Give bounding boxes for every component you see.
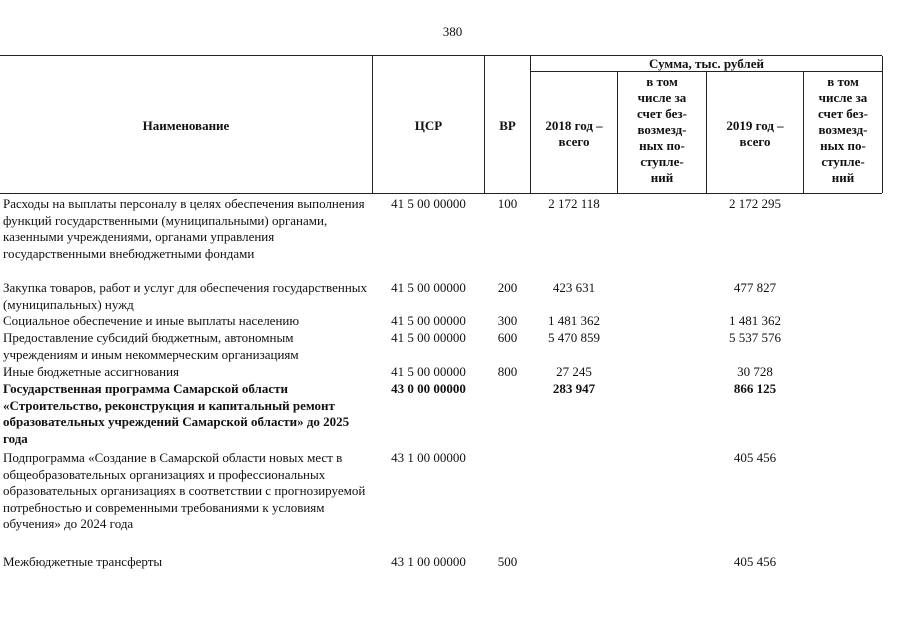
- header-csr: ЦСР: [414, 118, 443, 133]
- row-2019: 1 481 362: [729, 313, 781, 328]
- row-2019: 2 172 295: [729, 196, 781, 211]
- row-2018: 423 631: [552, 280, 596, 295]
- row-name: Подпрограмма «Создание в Самарской области новых мест в общеобразовательных организациях и профессиональных образовательных организациях в соответствии с прогнозируемой потребностью и современными требованиями к условиям обучения» до 2024 года: [3, 450, 366, 532]
- row-csr: 41 5 00 00000: [391, 364, 466, 379]
- row-csr: 41 5 00 00000: [391, 313, 466, 328]
- row-2019: 405 456: [733, 554, 777, 569]
- row-vr: 600: [497, 330, 518, 345]
- row-csr: 43 1 00 00000: [391, 554, 466, 569]
- header-vr: ВР: [499, 118, 516, 133]
- row-csr: 41 5 00 00000: [391, 280, 466, 295]
- row-2019: 866 125: [733, 381, 777, 396]
- row-csr: 43 0 00 00000: [391, 381, 466, 396]
- row-name: Расходы на выплаты персоналу в целях обеспечения выполнения функций государственными (муниципальными) органами, казенными учреждениями, органами управления государственными внебюджетными фондами: [3, 196, 365, 261]
- row-csr: 43 1 00 00000: [391, 450, 466, 465]
- header-2018-total: 2018 год – всего: [545, 118, 603, 149]
- row-csr: 41 5 00 00000: [391, 330, 466, 345]
- row-vr: 100: [497, 196, 518, 211]
- row-name: Межбюджетные трансферты: [3, 554, 163, 569]
- row-vr: 300: [497, 313, 518, 328]
- header-2018-free: в том числе за счет без- возмезд- ных по- ступле- ний: [637, 74, 687, 185]
- row-name: Государственная программа Самарской области «Строительство, реконструкция и капитальный ремонт образовательных учреждений Самарской области» до 2025 года: [3, 381, 350, 446]
- row-name: Социальное обеспечение и иные выплаты населению: [3, 313, 300, 328]
- row-csr: 41 5 00 00000: [391, 196, 466, 211]
- header-2019-free: в том числе за счет без- возмезд- ных по- ступле- ний: [818, 74, 868, 185]
- header-2019-total: 2019 год – всего: [726, 118, 784, 149]
- header-name: Наименование: [142, 118, 230, 133]
- row-2018: 2 172 118: [548, 196, 600, 211]
- row-2019: 477 827: [733, 280, 777, 295]
- row-name: Иные бюджетные ассигнования: [3, 364, 180, 379]
- row-2019: 30 728: [737, 364, 773, 379]
- row-2019: 405 456: [733, 450, 777, 465]
- row-vr: 500: [497, 554, 518, 569]
- row-2019: 5 537 576: [729, 330, 781, 345]
- row-name: Закупка товаров, работ и услуг для обеспечения государственных (муниципальных) нужд: [3, 280, 368, 312]
- page-number: 380: [442, 24, 463, 39]
- row-vr: 800: [497, 364, 518, 379]
- header-sum: Сумма, тыс. рублей: [649, 56, 764, 71]
- row-2018: 5 470 859: [548, 330, 600, 345]
- row-name: Предоставление субсидий бюджетным, автономным учреждениям и иным некоммерческим организациям: [3, 330, 299, 362]
- row-vr: 200: [497, 280, 518, 295]
- row-2018: 1 481 362: [548, 313, 600, 328]
- row-2018: 27 245: [556, 364, 592, 379]
- row-2018: 283 947: [552, 381, 596, 396]
